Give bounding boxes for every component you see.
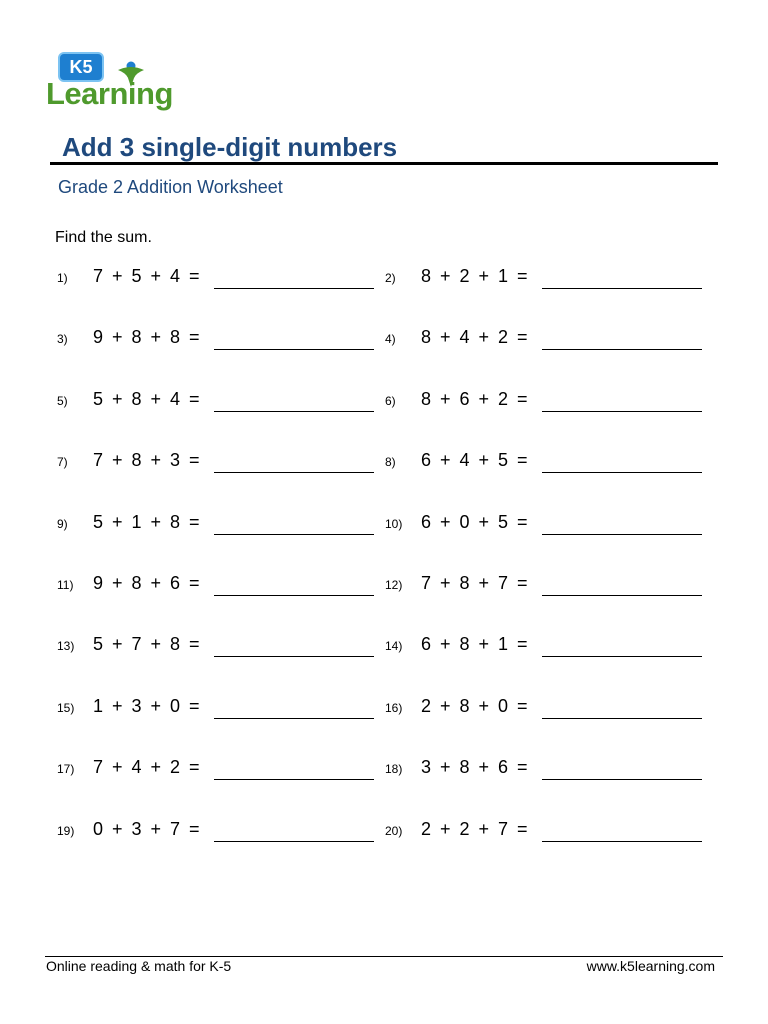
problem-number: 14) <box>385 639 403 654</box>
problem-expression: 7 + 4 + 2 = <box>93 757 201 778</box>
answer-line[interactable] <box>542 656 702 657</box>
problem-expression: 8 + 4 + 2 = <box>421 327 529 348</box>
problem-item <box>385 633 705 663</box>
answer-line[interactable] <box>214 288 374 289</box>
problem-expression: 2 + 2 + 7 = <box>421 818 529 839</box>
answer-line[interactable] <box>542 411 702 412</box>
problem-expression: 6 + 0 + 5 = <box>421 511 529 532</box>
worksheet-subtitle: Grade 2 Addition Worksheet <box>58 177 283 197</box>
problem-number: 5) <box>57 393 68 408</box>
instruction-text: Find the sum. <box>55 229 152 246</box>
problem-number: 20) <box>385 823 403 838</box>
problem-number: 17) <box>57 762 75 777</box>
problem-expression: 5 + 8 + 4 = <box>93 388 201 409</box>
footer-divider <box>45 956 723 957</box>
problem-item <box>57 633 377 663</box>
answer-line[interactable] <box>214 595 374 596</box>
problem-expression: 8 + 2 + 1 = <box>421 266 529 286</box>
problem-item <box>385 756 705 786</box>
footer-website: www.k5learning.com <box>586 958 715 974</box>
title-divider <box>50 162 718 165</box>
answer-line[interactable] <box>214 349 374 350</box>
problem-number: 7) <box>57 455 68 470</box>
answer-line[interactable] <box>214 472 374 473</box>
problem-expression: 8 + 6 + 2 = <box>421 388 529 409</box>
problem-item <box>385 265 705 295</box>
problem-expression: 1 + 3 + 0 = <box>93 695 201 716</box>
answer-line[interactable] <box>542 472 702 473</box>
answer-line[interactable] <box>214 779 374 780</box>
problem-item <box>385 388 705 418</box>
problem-number: 1) <box>57 271 68 285</box>
problem-item <box>385 511 705 541</box>
problem-expression: 3 + 8 + 6 = <box>421 757 529 778</box>
problem-number: 4) <box>385 332 396 347</box>
problem-expression: 7 + 8 + 3 = <box>93 450 201 471</box>
problem-expression: 2 + 8 + 0 = <box>421 695 529 716</box>
problem-expression: 9 + 8 + 8 = <box>93 327 201 348</box>
problem-expression: 5 + 1 + 8 = <box>93 511 201 532</box>
answer-line[interactable] <box>542 534 702 535</box>
problem-item <box>57 326 377 356</box>
answer-line[interactable] <box>542 288 702 289</box>
logo-badge: K5 <box>58 52 104 82</box>
problem-item <box>57 572 377 602</box>
problem-item <box>57 265 377 295</box>
answer-line[interactable] <box>214 656 374 657</box>
answer-line[interactable] <box>214 841 374 842</box>
answer-line[interactable] <box>214 534 374 535</box>
problem-number: 9) <box>57 516 68 531</box>
problem-number: 19) <box>57 823 75 838</box>
problem-item <box>385 572 705 602</box>
problem-number: 2) <box>385 271 396 285</box>
problem-number: 12) <box>385 578 403 592</box>
answer-line[interactable] <box>214 718 374 719</box>
problem-item <box>57 756 377 786</box>
problem-item <box>57 511 377 541</box>
problem-item <box>57 449 377 479</box>
problem-number: 6) <box>385 393 396 408</box>
logo-wordmark: Learning <box>46 76 173 111</box>
answer-line[interactable] <box>542 841 702 842</box>
answer-line[interactable] <box>542 595 702 596</box>
problem-number: 8) <box>385 455 396 470</box>
problem-item <box>57 818 377 848</box>
problem-expression: 5 + 7 + 8 = <box>93 634 201 655</box>
worksheet-title: Add 3 single-digit numbers <box>62 132 398 162</box>
problem-item <box>57 695 377 725</box>
footer-tagline: Online reading & math for K-5 <box>46 958 232 974</box>
problem-item <box>385 449 705 479</box>
problem-expression: 9 + 8 + 6 = <box>93 573 201 593</box>
problem-expression: 7 + 5 + 4 = <box>93 266 201 286</box>
problem-expression: 0 + 3 + 7 = <box>93 818 201 839</box>
problem-number: 11) <box>57 578 74 592</box>
problem-number: 13) <box>57 639 75 654</box>
answer-line[interactable] <box>214 411 374 412</box>
problem-number: 15) <box>57 700 75 715</box>
k5-learning-logo <box>46 50 188 112</box>
problem-number: 16) <box>385 700 403 715</box>
problem-expression: 6 + 4 + 5 = <box>421 450 529 471</box>
problem-number: 18) <box>385 762 403 777</box>
problem-expression: 6 + 8 + 1 = <box>421 634 529 655</box>
problem-item <box>385 818 705 848</box>
problem-number: 3) <box>57 332 68 347</box>
problem-number: 10) <box>385 516 403 531</box>
answer-line[interactable] <box>542 779 702 780</box>
answer-line[interactable] <box>542 718 702 719</box>
answer-line[interactable] <box>542 349 702 350</box>
problem-item <box>385 326 705 356</box>
problem-expression: 7 + 8 + 7 = <box>421 573 529 593</box>
problem-item <box>385 695 705 725</box>
problem-item <box>57 388 377 418</box>
